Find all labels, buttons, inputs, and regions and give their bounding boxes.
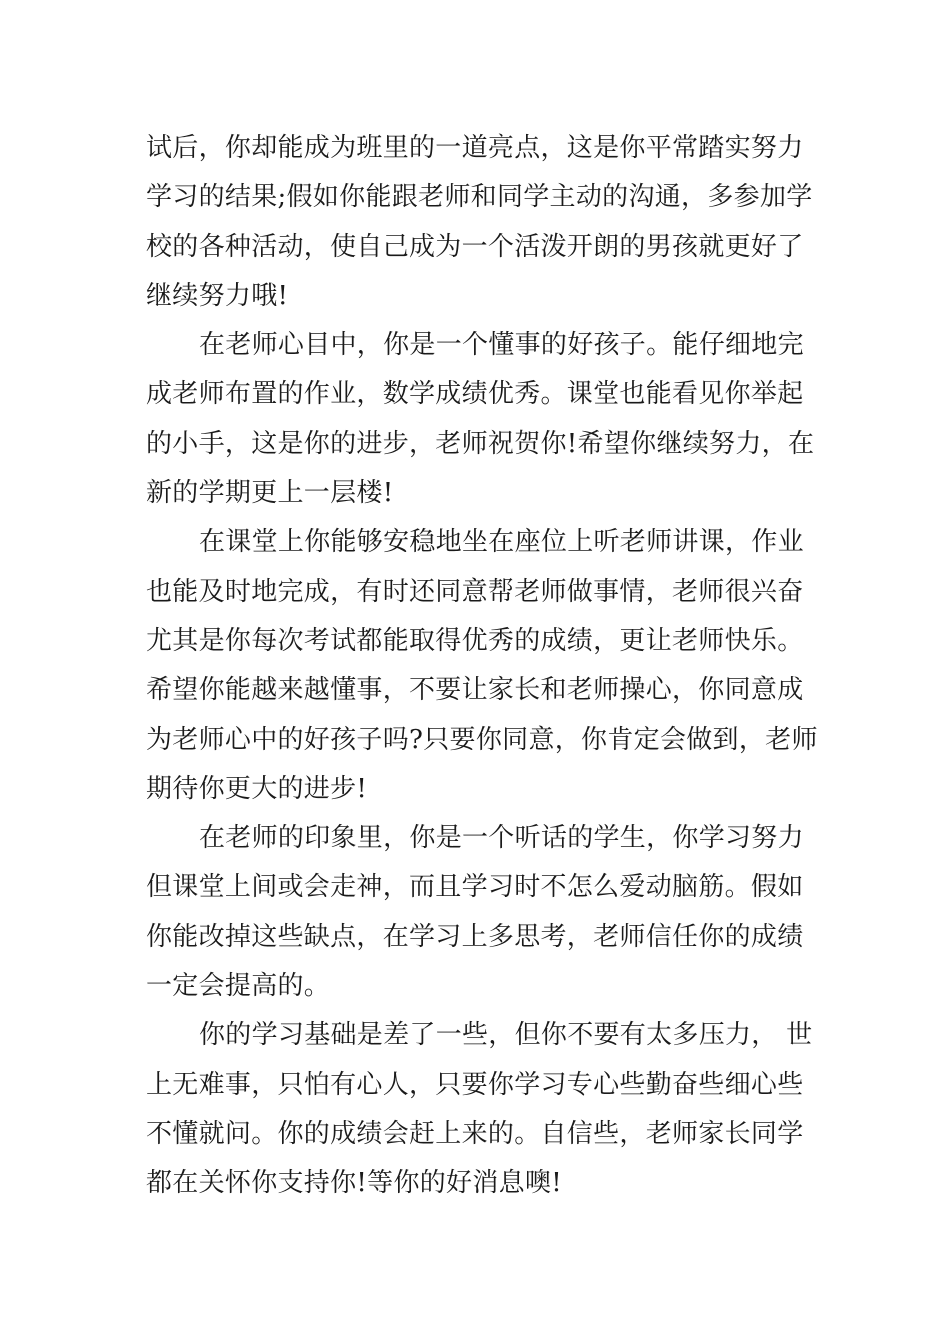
text-line: 在老师心目中，你是一个懂事的好孩子。能仔细地完: [199, 330, 804, 361]
text-line: 在老师的印象里，你是一个听话的学生，你学习努力: [199, 823, 804, 854]
text-line: 你的学习基础是差了一些，但你不要有太多压力， 世: [199, 1020, 813, 1051]
text-line: 不懂就问。你的成绩会赶上来的。自信些，老师家长同学: [146, 1118, 804, 1149]
text-line: 新的学期更上一层楼!: [146, 478, 394, 509]
text-line: 试后，你却能成为班里的一道亮点，这是你平常踏实努力: [146, 133, 804, 163]
text-line: 校的各种活动，使自己成为一个活泼开朗的男孩就更好了: [146, 231, 804, 262]
text-line: 期待你更大的进步!: [146, 773, 368, 804]
text-line: 一定会提高的。: [146, 971, 331, 1002]
text-line: 为老师心中的好孩子吗?只要你同意，你肯定会做到，老师: [146, 724, 818, 755]
text-line: 继续努力哦!: [146, 280, 289, 311]
text-line: 的小手，这是你的进步，老师祝贺你!希望你继续努力，在: [146, 428, 815, 459]
text-line: 尤其是你每次考试都能取得优秀的成绩，更让老师快乐。: [146, 625, 804, 656]
document-body: [146, 124, 818, 1209]
text-line: 成老师布置的作业，数学成绩优秀。课堂也能看见你举起: [146, 379, 804, 410]
text-line: 希望你能越来越懂事，不要让家长和老师操心，你同意成: [146, 675, 804, 706]
text-line: 都在关怀你支持你!等你的好消息噢!: [146, 1168, 562, 1199]
text-line: 在课堂上你能够安稳地坐在座位上听老师讲课，作业: [199, 527, 804, 558]
text-line: 也能及时地完成，有时还同意帮老师做事情，老师很兴奋: [146, 576, 804, 607]
text-line: 学习的结果;假如你能跟老师和同学主动的沟通，多参加学: [146, 182, 813, 213]
text-line: 但课堂上间或会走神，而且学习时不怎么爱动脑筋。假如: [146, 872, 804, 903]
text-line: 你能改掉这些缺点，在学习上多思考，老师信任你的成绩: [146, 921, 804, 952]
text-line: 上无难事，只怕有心人，只要你学习专心些勤奋些细心些: [146, 1069, 804, 1100]
